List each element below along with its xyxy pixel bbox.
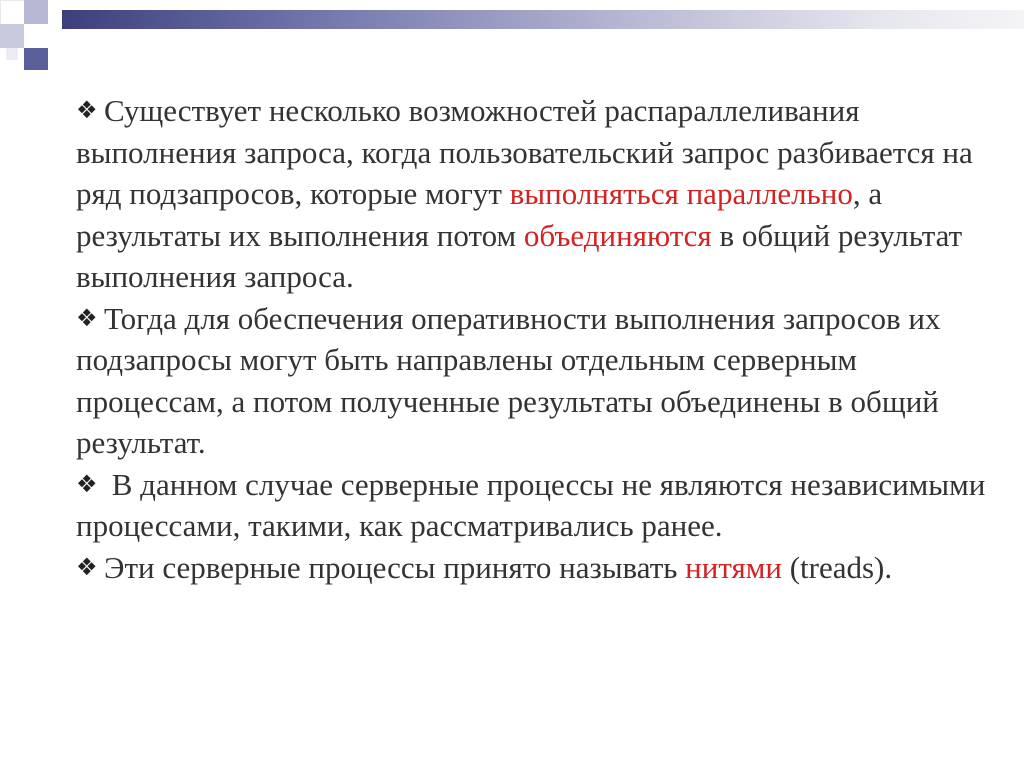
highlight-run-in-parallel: выполняться параллельно bbox=[509, 176, 853, 211]
highlight-threads: нитями bbox=[685, 549, 782, 585]
paragraph-1-text-3: в общий результат выполнения запроса. bbox=[76, 217, 963, 294]
decor-square bbox=[24, 48, 48, 70]
paragraph-3 bbox=[76, 464, 1006, 547]
decor-square bbox=[24, 0, 48, 24]
diamond-bullet-icon: ❖ bbox=[76, 552, 98, 581]
paragraph-4 bbox=[76, 547, 1006, 589]
paragraph-1 bbox=[76, 90, 1006, 298]
paragraph-1-text-2: , а результаты их выполнения потом bbox=[76, 176, 883, 253]
paragraph-2 bbox=[76, 298, 1006, 464]
diamond-bullet-icon: ❖ bbox=[76, 96, 98, 124]
header-gradient-bar bbox=[62, 10, 1024, 29]
paragraph-1-text-1: Существует несколько возможностей распараллеливания выполнения запроса, когда пользовательский запрос разбивается на ряд подзапросов, которые могут bbox=[76, 93, 973, 211]
slide-body bbox=[76, 90, 1006, 588]
decor-square bbox=[0, 0, 26, 26]
paragraph-4-text-1: Эти серверные процессы принято называть bbox=[104, 549, 686, 585]
highlight-combined: объединяются bbox=[523, 217, 712, 253]
diamond-bullet-icon: ❖ bbox=[76, 303, 98, 332]
paragraph-3-text: В данном случае серверные процессы не являются независимыми процессами, такими, как рассматривались ранее. bbox=[76, 466, 986, 543]
decor-square bbox=[6, 48, 18, 60]
paragraph-4-text-2: (treads). bbox=[781, 549, 893, 585]
paragraph-2-text: Тогда для обеспечения оперативности выполнения запросов их подзапросы могут быть направлены отдельным серверным процессам, а потом полученные результаты объединены в общий результат. bbox=[76, 300, 941, 460]
decor-square bbox=[0, 24, 24, 48]
diamond-bullet-icon: ❖ bbox=[76, 469, 98, 498]
decor-square bbox=[24, 24, 48, 48]
decor-square bbox=[48, 0, 62, 24]
